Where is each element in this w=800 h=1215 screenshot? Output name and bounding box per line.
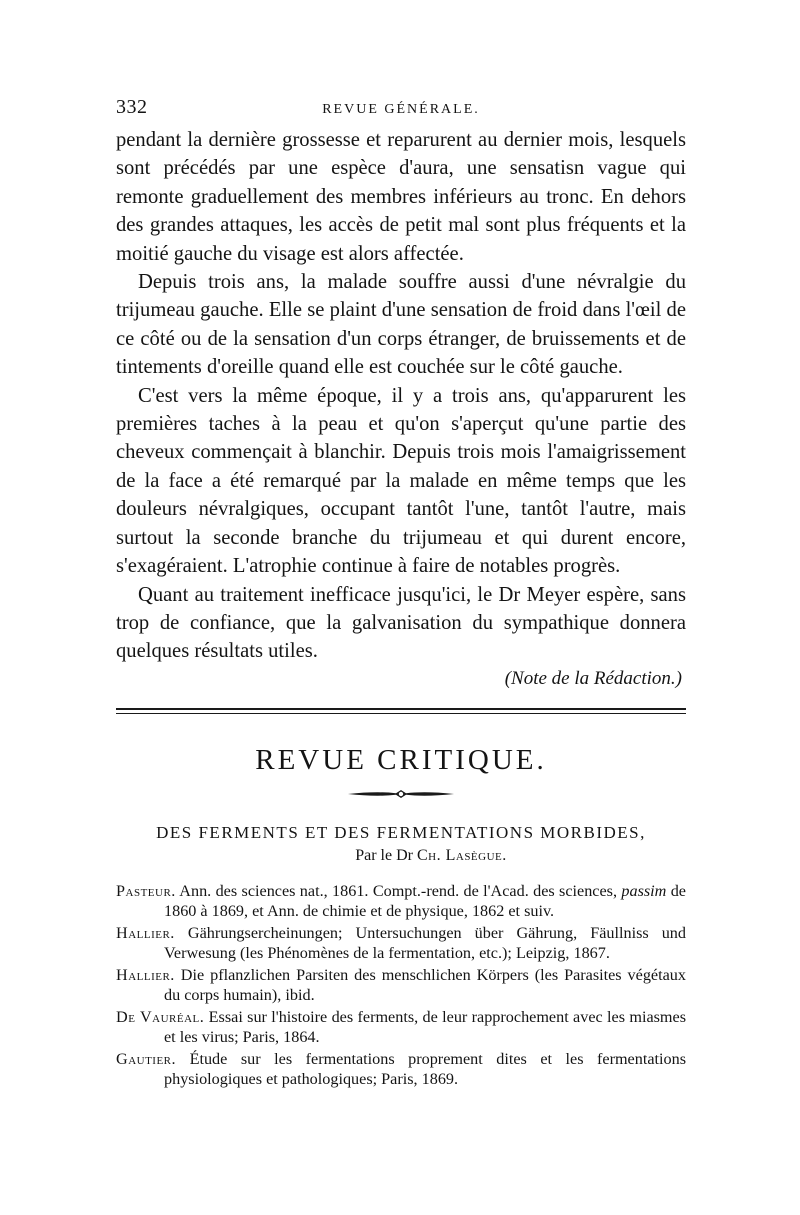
paragraph: C'est vers la même époque, il y a trois ans, qu'apparurent les premières taches à la peau et qu'on s'aperçut qu'une partie des cheveux commençait à blanchir. Depuis trois mois l'amaigrissement de la face a été remarqué par la malade en même temps que les douleurs névralgiques, occupant tantôt l'une, tantôt l'autre, mais surtout la seconde branche du trijumeau et qui durent encore, s'exagéraient. L'atrophie continue à faire de notables progrès.	[116, 384, 686, 578]
reference-author: Gautier.	[116, 1049, 177, 1068]
section-divider	[116, 708, 686, 714]
reference-text: Die pflanzlichen Parsiten des menschlichen Körpers (les Parasites végétaux du corps humain), ibid.	[164, 965, 686, 1005]
reference-text: Gährungsercheinungen; Untersuchungen über Gährung, Fäullniss und Verwesung (les Phénomènes de la fermentation, etc.); Leipzig, 1867.	[164, 923, 686, 963]
reference-entry	[116, 965, 686, 1006]
reference-text: de 1860 à 1869, et Ann. de chimie et de physique, 1862 et suiv.	[164, 881, 686, 921]
running-title: REVUE GÉNÉRALE.	[322, 102, 480, 117]
reference-entry	[116, 881, 686, 922]
reference-list	[116, 881, 686, 1090]
reference-text: Ann. des sciences nat., 1861. Compt.-rend. de l'Acad. des sciences,	[175, 881, 622, 900]
page-content	[116, 96, 686, 1091]
running-header	[116, 96, 686, 126]
reference-author: Pasteur.	[116, 881, 176, 900]
paragraph: pendant la dernière grossesse et reparurent au dernier mois, lesquels sont précédés par une espèce d'aura, une sensatisn vague qui remonte graduellement des membres inférieurs au tronc. En dehors des grandes attaques, les accès de petit mal sont plus fréquents et la moitié gauche du visage est alors affectée.	[116, 129, 686, 265]
section-title: REVUE CRITIQUE.	[255, 743, 547, 776]
reference-author: De Vauréal.	[116, 1007, 205, 1026]
body-text	[116, 126, 686, 666]
reference-author: Hallier.	[116, 965, 175, 984]
byline-author: Ch. Lasègue.	[416, 846, 507, 864]
paragraph: Quant au traitement inefficace jusqu'ici, le Dr Meyer espère, sans trop de confiance, que la galvanisation du sympathique donnera quelques résultats utiles.	[116, 583, 686, 663]
paragraph: Depuis trois ans, la malade souffre aussi d'une névralgie du trijumeau gauche. Elle se plaint d'une sensation de froid dans l'œil de ce côté ou de la sensation d'un corps étranger, de bruissements et de tintements d'oreille quand elle est couchée sur le côté gauche.	[116, 271, 686, 379]
article-byline	[116, 847, 686, 865]
ornament-rule-icon	[346, 788, 456, 800]
reference-entry	[116, 1049, 686, 1090]
ornament-divider	[116, 787, 686, 801]
reference-author: Hallier.	[116, 923, 175, 942]
reference-text: Étude sur les fermentations proprement dites et les fermentations physiologiques et pathologiques; Paris, 1869.	[164, 1049, 686, 1089]
reference-text: Essai sur l'histoire des ferments, de leur rapprochement avec les miasmes et les virus; Paris, 1864.	[164, 1007, 687, 1047]
reference-text: passim	[621, 881, 667, 900]
page-number: 332	[116, 96, 148, 118]
byline-prefix: Par le Dr	[355, 846, 413, 864]
reference-entry	[116, 1007, 686, 1048]
reference-entry	[116, 923, 686, 964]
editorial-note: (Note de la Rédaction.)	[504, 667, 682, 689]
article-title: DES FERMENTS ET DES FERMENTATIONS MORBIDES,	[156, 822, 646, 842]
